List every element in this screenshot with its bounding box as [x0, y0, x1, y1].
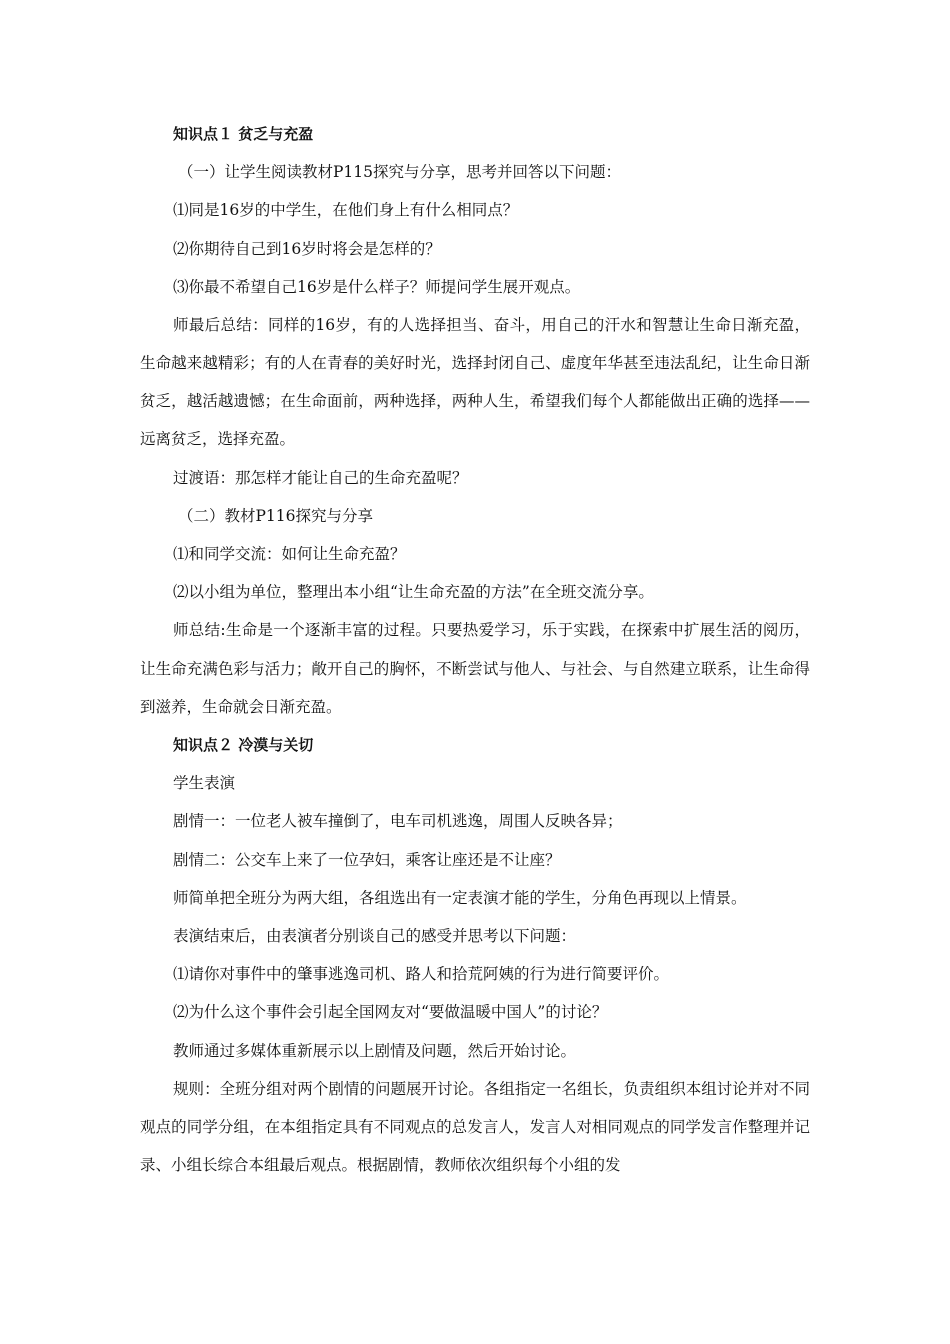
plot-1: 剧情一：一位老人被车撞倒了，电车司机逃逸，周围人反映各异；	[173, 812, 623, 831]
question-2: ⑵你期待自己到16岁时将会是怎样的？	[173, 239, 441, 258]
part1-intro: （一）让学生阅读教材P115探究与分享，思考并回答以下问题：	[178, 163, 622, 182]
part2-summary-paragraph: 师总结:生命是一个逐渐丰富的过程。只要热爱学习，乐于实践，在探索中扩展生活的阅历，让生命充满色彩与活力；敞开自己的胸怀，不断尝试与他人、与社会、与自然建立联系，让生命得到滋养，生命就会日渐充盈。	[140, 621, 810, 716]
plot-2: 剧情二：公交车上来了一位孕妇，乘客让座还是不让座？	[173, 850, 561, 869]
question-1: ⑴同是16岁的中学生，在他们身上有什么相同点？	[173, 201, 519, 220]
part2-question-2: ⑵以小组为单位，整理出本小组“让生命充盈的方法”在全班交流分享。	[173, 583, 654, 602]
part2-intro: （二）教材P116探究与分享	[178, 506, 374, 525]
section2-question-1: ⑴请你对事件中的肇事逃逸司机、路人和拾荒阿姨的行为进行简要评价。	[173, 965, 670, 984]
media-line: 教师通过多媒体重新展示以上剧情及问题，然后开始讨论。	[173, 1041, 577, 1060]
arrangement-line: 师简单把全班分为两大组，各组选出有一定表演才能的学生，分角色再现以上情景。	[173, 888, 747, 907]
section2-question-2: ⑵为什么这个事件会引起全国网友对“要做温暖中国人”的讨论？	[173, 1003, 608, 1022]
document-body	[140, 124, 810, 1175]
section-heading-2: 知识点２ 冷漠与关切	[173, 736, 314, 755]
question-3: ⑶你最不希望自己16岁是什么样子？师提问学生展开观点。	[173, 277, 581, 296]
teacher-summary-paragraph: 师最后总结：同样的16岁，有的人选择担当、奋斗，用自己的汗水和智慧让生命日渐充盈，生命越来越精彩；有的人在青春的美好时光，选择封闭自己、虚度年华甚至违法乱纪，让生命日渐贫乏，越活越遗憾；在生命面前，两种选择，两种人生，希望我们每个人都能做出正确的选择——远离贫乏，选择充盈。	[140, 315, 810, 449]
rules-paragraph: 规则：全班分组对两个剧情的问题展开讨论。各组指定一名组长，负责组织本组讨论并对不同观点的同学分组，在本组指定具有不同观点的总发言人，发言人对相同观点的同学发言作整理并记录、小组长综合本组最后观点。根据剧情，教师依次组织每个小组的发	[140, 1079, 810, 1175]
after-performance-line: 表演结束后，由表演者分别谈自己的感受并思考以下问题：	[173, 927, 577, 946]
activity-label: 学生表演	[173, 774, 236, 793]
part2-question-1: ⑴和同学交流：如何让生命充盈？	[173, 545, 406, 564]
section-heading-1: 知识点１ 贫乏与充盈	[173, 125, 314, 143]
transition-line: 过渡语：那怎样才能让自己的生命充盈呢？	[173, 468, 468, 487]
